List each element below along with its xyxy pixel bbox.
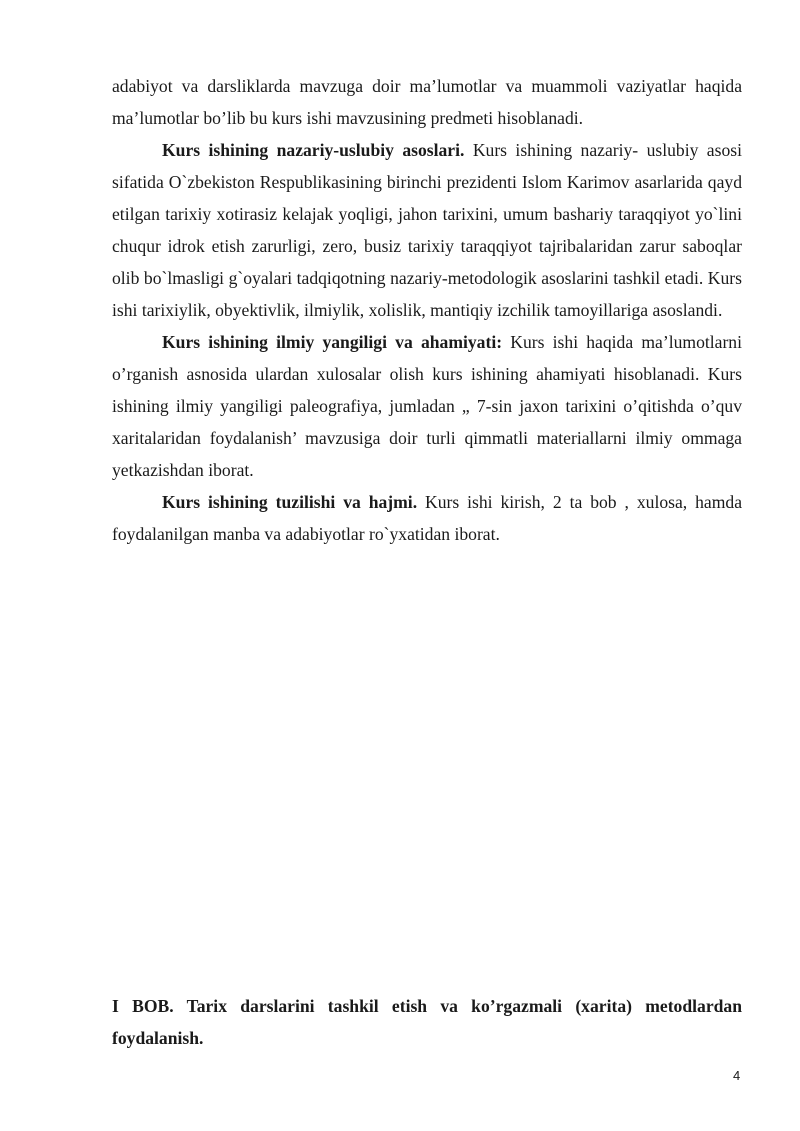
section-theoretical-basis [112, 134, 742, 326]
section-heading: Kurs ishining tuzilishi va hajmi. [162, 492, 418, 512]
section-heading: Kurs ishining ilmiy yangiligi va ahamiyati: [162, 332, 503, 352]
section-structure [112, 486, 742, 550]
section-text: Kurs ishi haqida ma’lumotlarni o’rganish asnosida ulardan xulosalar olish kurs ishining ahamiyati hisoblanadi. Kurs ishining ilmiy yangiligi paleografiya, jumladan „ 7-sin jaxon tarixini o’qitishda o’quv xaritalaridan foydalanish’ mavzusiga doir turli qimmatli materiallarni ilmiy ommaga yetkazishdan iborat. [112, 332, 742, 480]
section-heading: Kurs ishining nazariy-uslubiy asoslari. [162, 140, 465, 160]
page-number: 4 [733, 1068, 741, 1083]
section-text: Kurs ishi kirish, 2 ta bob , xulosa, hamda foydalanilgan manba va adabiyotlar ro`yxatidan iborat. [112, 492, 742, 544]
section-scientific-novelty [112, 326, 742, 486]
chapter-heading: I BOB. Tarix darslarini tashkil etish va ko’rgazmali (xarita) metodlardan foydalanish. [112, 996, 742, 1048]
document-body [112, 70, 742, 550]
intro-paragraph: adabiyot va darsliklarda mavzuga doir ma’lumotlar va muammoli vaziyatlar haqida ma’lumotlar bo’lib bu kurs ishi mavzusining predmeti hisoblanadi. [112, 76, 742, 128]
section-text: Kurs ishining nazariy- uslubiy asosi sifatida O`zbekiston Respublikasining birinchi prezidenti Islom Karimov asarlarida qayd etilgan tarixiy xotirasiz kelajak yoqligi, jahon tarixini, umum bashariy taraqqiyot yo`lini chuqur idrok etish zarurligi, zero, busiz tarixiy taraqqiyot tajribalaridan zarur saboqlar olib bo`lmasligi g`oyalari tadqiqotning nazariy-metodologik asoslarini tashkil etadi. Kurs ishi tarixiylik, obyektivlik, ilmiylik, xolislik, mantiqiy izchilik tamoyillariga asoslandi. [112, 140, 742, 320]
